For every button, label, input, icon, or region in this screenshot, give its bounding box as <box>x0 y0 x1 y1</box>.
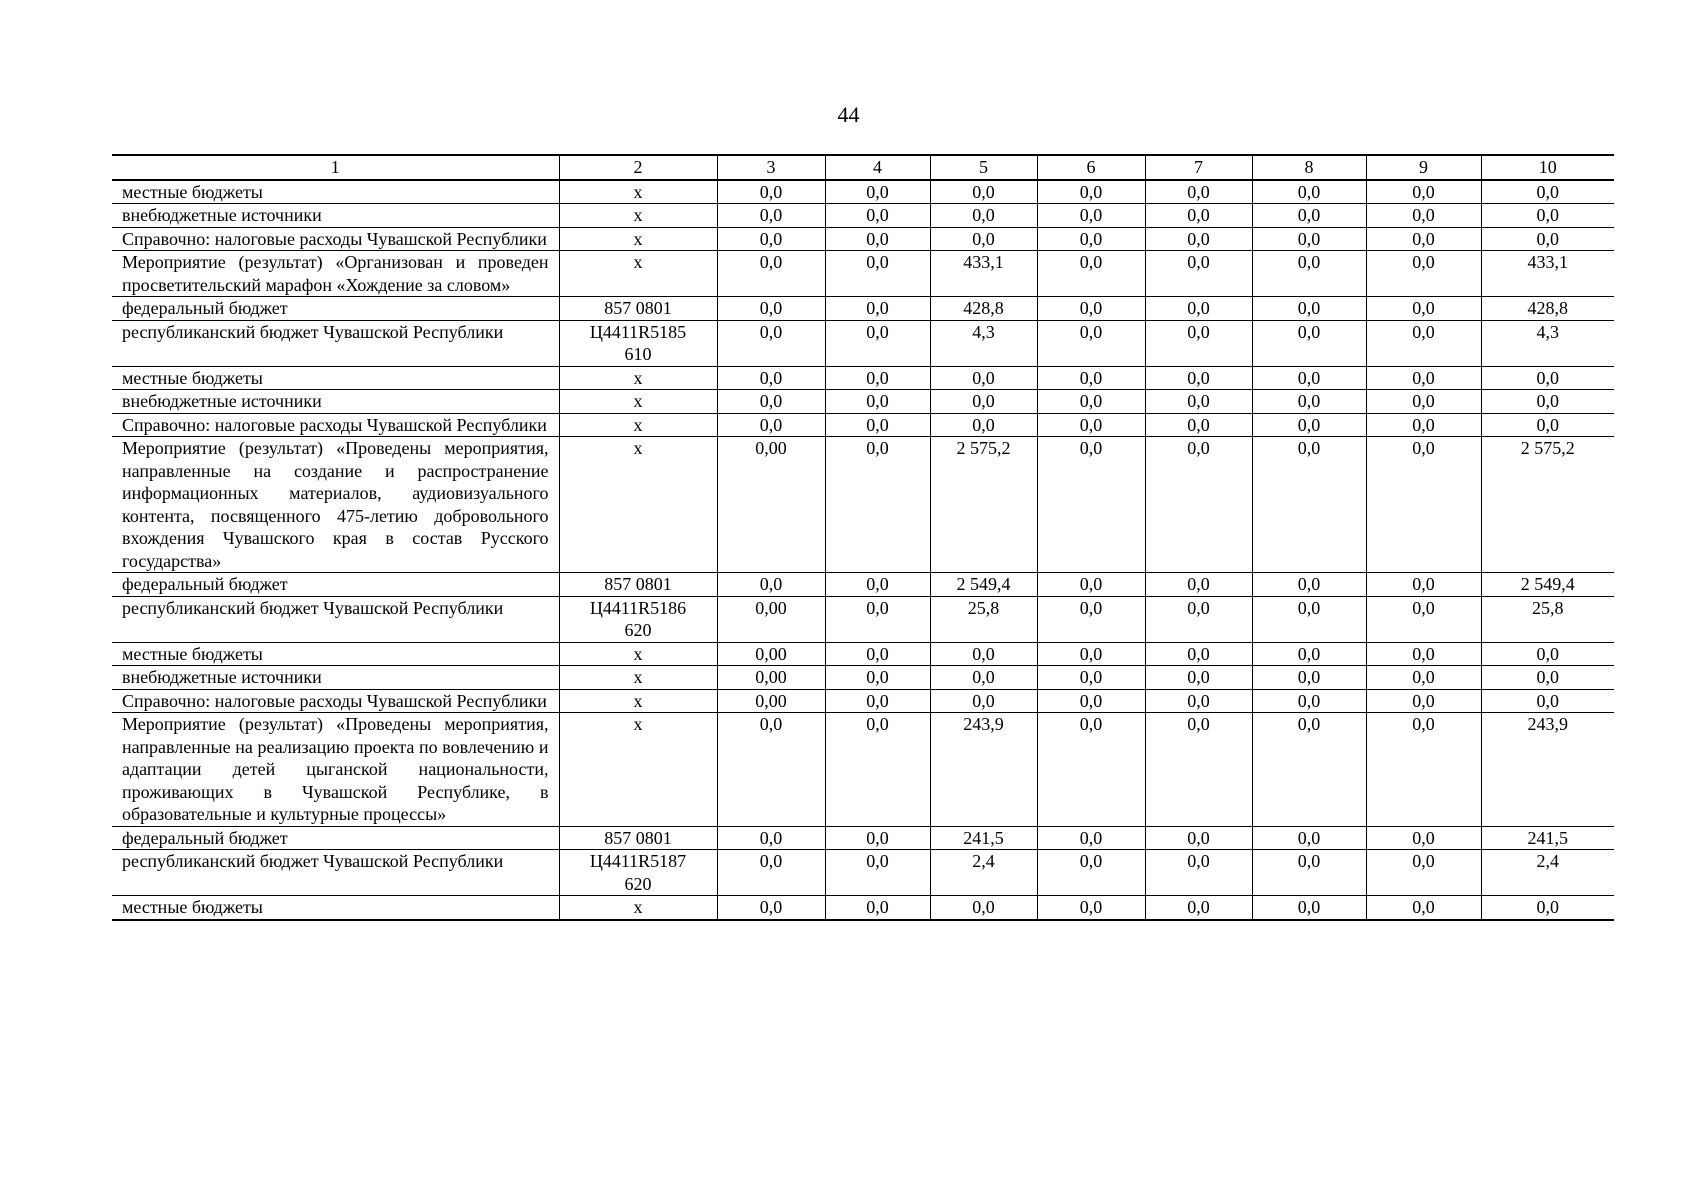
row-value-cell: 0,0 <box>825 642 930 666</box>
row-value-cell: 0,0 <box>825 896 930 920</box>
row-value-cell: 0,0 <box>1366 390 1481 414</box>
column-header-9: 9 <box>1366 155 1481 180</box>
code-line: х <box>633 438 643 458</box>
code-line: х <box>633 690 643 711</box>
row-value-cell: 0,0 <box>1145 666 1252 690</box>
row-value-cell: 0,0 <box>1252 850 1366 896</box>
row-value-cell: 0,0 <box>717 251 825 297</box>
row-value-cell: 0,0 <box>1481 366 1614 390</box>
code-line: х <box>633 228 643 249</box>
row-value-cell: 0,0 <box>1145 826 1252 850</box>
row-value-cell: 0,0 <box>1366 366 1481 390</box>
row-value-cell: 0,0 <box>1366 573 1481 597</box>
row-value-cell: 0,0 <box>1145 642 1252 666</box>
row-value-cell: 0,0 <box>1037 320 1145 366</box>
row-value-cell: 0,0 <box>1366 689 1481 713</box>
row-value-cell: 0,0 <box>1145 850 1252 896</box>
table-row <box>112 642 1614 666</box>
row-value-cell: 0,0 <box>825 850 930 896</box>
row-value-cell: 0,0 <box>825 413 930 437</box>
row-value-cell: 0,0 <box>717 297 825 321</box>
row-value-cell: 0,0 <box>1145 413 1252 437</box>
row-value-cell: 0,0 <box>1252 251 1366 297</box>
code-line: Ц4411R5185 <box>589 321 687 342</box>
row-value-cell: 2,4 <box>930 850 1037 896</box>
row-value-cell: 0,0 <box>1252 826 1366 850</box>
row-value-cell: 0,0 <box>930 413 1037 437</box>
row-value-cell: 0,0 <box>1252 320 1366 366</box>
row-code-cell <box>559 666 717 690</box>
row-value-cell: 0,0 <box>825 320 930 366</box>
row-value-cell: 0,0 <box>1481 390 1614 414</box>
row-value-cell: 0,0 <box>1145 204 1252 228</box>
row-value-cell: 2 549,4 <box>930 573 1037 597</box>
row-value-cell: 0,00 <box>717 642 825 666</box>
row-value-cell: 0,0 <box>1037 666 1145 690</box>
row-value-cell: 2 575,2 <box>930 437 1037 573</box>
row-value-cell: 2 575,2 <box>1481 437 1614 573</box>
row-code-cell <box>559 826 717 850</box>
row-value-cell: 0,0 <box>825 666 930 690</box>
row-value-cell: 0,0 <box>1366 297 1481 321</box>
row-value-cell: 0,0 <box>1252 413 1366 437</box>
table-row <box>112 896 1614 920</box>
row-value-cell: 0,0 <box>930 666 1037 690</box>
budget-table <box>112 154 1614 921</box>
row-value-cell: 0,0 <box>1481 642 1614 666</box>
row-value-cell: 0,0 <box>930 896 1037 920</box>
row-name-cell: федеральный бюджет <box>112 826 559 850</box>
row-value-cell: 4,3 <box>930 320 1037 366</box>
column-header-2: 2 <box>559 155 717 180</box>
row-value-cell: 0,0 <box>1145 251 1252 297</box>
row-code-cell <box>559 227 717 251</box>
row-value-cell: 0,0 <box>1037 204 1145 228</box>
row-value-cell: 0,0 <box>1037 850 1145 896</box>
row-value-cell: 0,0 <box>717 413 825 437</box>
row-name-cell: внебюджетные источники <box>112 666 559 690</box>
code-line: х <box>633 181 643 202</box>
row-value-cell: 0,0 <box>1481 666 1614 690</box>
code-line: Ц4411R5187 <box>589 851 687 871</box>
code-line: 857 0801 <box>604 827 672 848</box>
row-value-cell: 0,0 <box>1366 437 1481 573</box>
row-value-cell: 0,0 <box>1366 180 1481 204</box>
row-value-cell: 0,0 <box>1037 596 1145 642</box>
row-value-cell: 0,0 <box>825 689 930 713</box>
row-code-cell <box>559 596 717 642</box>
column-header-8: 8 <box>1252 155 1366 180</box>
row-name-cell: республиканский бюджет Чувашской Республики <box>112 850 559 896</box>
row-value-cell: 0,0 <box>1366 642 1481 666</box>
table-row <box>112 413 1614 437</box>
code-line: 610 <box>624 344 652 364</box>
row-value-cell: 0,0 <box>930 180 1037 204</box>
row-value-cell: 0,0 <box>1252 713 1366 827</box>
row-value-cell: 0,0 <box>1252 204 1366 228</box>
row-value-cell: 0,0 <box>930 642 1037 666</box>
row-value-cell: 0,0 <box>825 437 930 573</box>
row-value-cell: 0,0 <box>825 366 930 390</box>
code-line: х <box>633 205 643 225</box>
table-row <box>112 320 1614 366</box>
table-row <box>112 713 1614 827</box>
row-code-cell <box>559 896 717 920</box>
row-value-cell: 0,0 <box>1366 204 1481 228</box>
row-value-cell: 0,00 <box>717 689 825 713</box>
code-line: х <box>633 367 643 388</box>
row-value-cell: 0,0 <box>825 227 930 251</box>
code-line: х <box>633 714 643 734</box>
row-value-cell: 0,0 <box>1481 204 1614 228</box>
row-value-cell: 0,0 <box>717 826 825 850</box>
row-code-cell <box>559 642 717 666</box>
row-value-cell: 0,00 <box>717 596 825 642</box>
row-code-cell <box>559 413 717 437</box>
column-header-7: 7 <box>1145 155 1252 180</box>
row-value-cell: 0,0 <box>825 204 930 228</box>
row-value-cell: 0,0 <box>1037 642 1145 666</box>
table-row <box>112 437 1614 573</box>
row-value-cell: 0,0 <box>717 713 825 827</box>
header-row <box>112 155 1614 180</box>
row-value-cell: 0,0 <box>825 826 930 850</box>
row-value-cell: 0,0 <box>1481 227 1614 251</box>
row-value-cell: 0,0 <box>825 297 930 321</box>
row-value-cell: 0,0 <box>1037 689 1145 713</box>
row-value-cell: 0,0 <box>930 689 1037 713</box>
row-value-cell: 0,0 <box>1366 666 1481 690</box>
row-value-cell: 0,0 <box>1145 437 1252 573</box>
row-value-cell: 0,0 <box>1037 713 1145 827</box>
table-row <box>112 596 1614 642</box>
code-line: х <box>633 391 643 411</box>
row-code-cell <box>559 297 717 321</box>
row-value-cell: 0,0 <box>1252 437 1366 573</box>
row-name-cell: внебюджетные источники <box>112 390 559 414</box>
row-value-cell: 0,0 <box>930 204 1037 228</box>
table-row <box>112 826 1614 850</box>
code-line: 857 0801 <box>604 298 672 318</box>
column-header-6: 6 <box>1037 155 1145 180</box>
row-value-cell: 0,0 <box>1481 896 1614 920</box>
row-name-cell: Мероприятие (результат) «Проведены мероприятия, направленные на создание и распространение информационных материалов, аудиовизуального контента, посвященного 475-летию добровольного вхождения Чувашского края в состав Русского государства» <box>112 437 559 573</box>
row-value-cell: 243,9 <box>930 713 1037 827</box>
row-value-cell: 0,00 <box>717 666 825 690</box>
row-value-cell: 0,0 <box>1366 596 1481 642</box>
row-value-cell: 433,1 <box>930 251 1037 297</box>
row-value-cell: 0,0 <box>1252 366 1366 390</box>
row-value-cell: 428,8 <box>930 297 1037 321</box>
row-value-cell: 0,0 <box>1481 413 1614 437</box>
column-header-4: 4 <box>825 155 930 180</box>
row-value-cell: 0,0 <box>1366 896 1481 920</box>
table-row <box>112 850 1614 896</box>
row-name-cell: внебюджетные источники <box>112 204 559 228</box>
code-line: х <box>633 252 643 272</box>
code-line: х <box>633 897 643 917</box>
row-value-cell: 0,0 <box>1366 713 1481 827</box>
row-value-cell: 0,0 <box>717 180 825 204</box>
row-value-cell: 0,0 <box>930 366 1037 390</box>
column-header-10: 10 <box>1481 155 1614 180</box>
row-value-cell: 0,0 <box>1037 227 1145 251</box>
page-number: 44 <box>837 102 860 127</box>
row-value-cell: 0,0 <box>1145 180 1252 204</box>
row-value-cell: 2,4 <box>1481 850 1614 896</box>
row-value-cell: 0,0 <box>1037 390 1145 414</box>
row-value-cell: 428,8 <box>1481 297 1614 321</box>
row-name-cell: федеральный бюджет <box>112 573 559 597</box>
row-name-cell: Справочно: налоговые расходы Чувашской Республики <box>112 227 559 251</box>
row-value-cell: 0,0 <box>1252 180 1366 204</box>
row-value-cell: 0,0 <box>1366 251 1481 297</box>
row-code-cell <box>559 713 717 827</box>
table-row <box>112 180 1614 204</box>
table-row <box>112 366 1614 390</box>
row-name-cell: республиканский бюджет Чувашской Республики <box>112 320 559 366</box>
row-value-cell: 0,0 <box>1252 573 1366 597</box>
row-value-cell: 0,0 <box>1366 413 1481 437</box>
row-name-cell: местные бюджеты <box>112 366 559 390</box>
row-value-cell: 0,0 <box>1145 227 1252 251</box>
row-value-cell: 0,0 <box>1037 297 1145 321</box>
row-value-cell: 0,0 <box>1145 896 1252 920</box>
row-value-cell: 0,0 <box>1145 297 1252 321</box>
row-value-cell: 0,0 <box>1037 437 1145 573</box>
row-value-cell: 0,0 <box>1037 366 1145 390</box>
row-name-cell: Мероприятие (результат) «Организован и проведен просветительский марафон «Хождение за словом» <box>112 251 559 297</box>
row-value-cell: 0,0 <box>1366 320 1481 366</box>
row-value-cell: 0,0 <box>1252 227 1366 251</box>
row-value-cell: 0,0 <box>1037 573 1145 597</box>
row-code-cell <box>559 437 717 573</box>
row-value-cell: 0,0 <box>1252 642 1366 666</box>
row-value-cell: 0,0 <box>1145 366 1252 390</box>
row-value-cell: 0,0 <box>1252 689 1366 713</box>
row-value-cell: 0,0 <box>717 204 825 228</box>
row-value-cell: 241,5 <box>930 826 1037 850</box>
row-code-cell <box>559 180 717 204</box>
row-code-cell <box>559 251 717 297</box>
code-line: х <box>633 414 643 435</box>
row-value-cell: 0,0 <box>1252 896 1366 920</box>
row-value-cell: 0,0 <box>1252 596 1366 642</box>
row-value-cell: 0,00 <box>717 437 825 573</box>
row-name-cell: Мероприятие (результат) «Проведены мероприятия, направленные на реализацию проекта по вовлечению и адаптации детей цыганской национальности, проживающих в Чувашской Республике, в образовательные и культурные процессы» <box>112 713 559 827</box>
row-value-cell: 241,5 <box>1481 826 1614 850</box>
row-value-cell: 0,0 <box>1481 689 1614 713</box>
row-code-cell <box>559 390 717 414</box>
row-value-cell: 4,3 <box>1481 320 1614 366</box>
row-code-cell <box>559 366 717 390</box>
column-header-5: 5 <box>930 155 1037 180</box>
row-value-cell: 0,0 <box>1252 297 1366 321</box>
row-value-cell: 0,0 <box>1145 320 1252 366</box>
table-row <box>112 297 1614 321</box>
row-code-cell <box>559 204 717 228</box>
row-value-cell: 0,0 <box>1252 390 1366 414</box>
table-body <box>112 155 1614 920</box>
row-value-cell: 25,8 <box>1481 596 1614 642</box>
code-line: 620 <box>624 620 652 640</box>
row-code-cell <box>559 689 717 713</box>
row-value-cell: 0,0 <box>1145 713 1252 827</box>
row-value-cell: 0,0 <box>717 227 825 251</box>
row-value-cell: 0,0 <box>1037 413 1145 437</box>
row-value-cell: 0,0 <box>825 180 930 204</box>
row-value-cell: 0,0 <box>1481 180 1614 204</box>
code-line: 620 <box>624 873 652 894</box>
row-name-cell: Справочно: налоговые расходы Чувашской Республики <box>112 413 559 437</box>
column-header-1: 1 <box>112 155 559 180</box>
code-line: Ц4411R5186 <box>589 597 687 618</box>
row-value-cell: 25,8 <box>930 596 1037 642</box>
row-value-cell: 0,0 <box>1366 826 1481 850</box>
row-name-cell: местные бюджеты <box>112 642 559 666</box>
row-value-cell: 0,0 <box>1037 251 1145 297</box>
row-value-cell: 0,0 <box>930 390 1037 414</box>
row-value-cell: 0,0 <box>1145 689 1252 713</box>
row-name-cell: Справочно: налоговые расходы Чувашской Республики <box>112 689 559 713</box>
table-row <box>112 666 1614 690</box>
row-value-cell: 0,0 <box>717 573 825 597</box>
row-value-cell: 0,0 <box>1145 573 1252 597</box>
table-row <box>112 251 1614 297</box>
column-header-3: 3 <box>717 155 825 180</box>
row-name-cell: местные бюджеты <box>112 896 559 920</box>
row-value-cell: 0,0 <box>825 573 930 597</box>
row-value-cell: 0,0 <box>717 366 825 390</box>
row-code-cell <box>559 320 717 366</box>
row-value-cell: 0,0 <box>825 596 930 642</box>
row-name-cell: республиканский бюджет Чувашской Республики <box>112 596 559 642</box>
table-row <box>112 204 1614 228</box>
row-value-cell: 0,0 <box>1037 180 1145 204</box>
row-value-cell: 0,0 <box>717 390 825 414</box>
row-value-cell: 0,0 <box>1037 896 1145 920</box>
row-code-cell <box>559 850 717 896</box>
row-value-cell: 0,0 <box>1145 596 1252 642</box>
row-value-cell: 0,0 <box>717 896 825 920</box>
row-value-cell: 0,0 <box>825 713 930 827</box>
row-value-cell: 0,0 <box>717 850 825 896</box>
row-value-cell: 2 549,4 <box>1481 573 1614 597</box>
row-value-cell: 243,9 <box>1481 713 1614 827</box>
row-name-cell: федеральный бюджет <box>112 297 559 321</box>
row-value-cell: 0,0 <box>1252 666 1366 690</box>
row-value-cell: 0,0 <box>1145 390 1252 414</box>
table-row <box>112 390 1614 414</box>
code-line: х <box>633 667 643 687</box>
row-value-cell: 0,0 <box>1366 227 1481 251</box>
row-value-cell: 0,0 <box>717 320 825 366</box>
table-row <box>112 227 1614 251</box>
code-line: 857 0801 <box>604 574 672 594</box>
code-line: х <box>633 643 643 664</box>
row-code-cell <box>559 573 717 597</box>
row-name-cell: местные бюджеты <box>112 180 559 204</box>
row-value-cell: 0,0 <box>1366 850 1481 896</box>
table-row <box>112 573 1614 597</box>
table-row <box>112 689 1614 713</box>
row-value-cell: 0,0 <box>825 251 930 297</box>
row-value-cell: 433,1 <box>1481 251 1614 297</box>
row-value-cell: 0,0 <box>930 227 1037 251</box>
row-value-cell: 0,0 <box>825 390 930 414</box>
row-value-cell: 0,0 <box>1037 826 1145 850</box>
